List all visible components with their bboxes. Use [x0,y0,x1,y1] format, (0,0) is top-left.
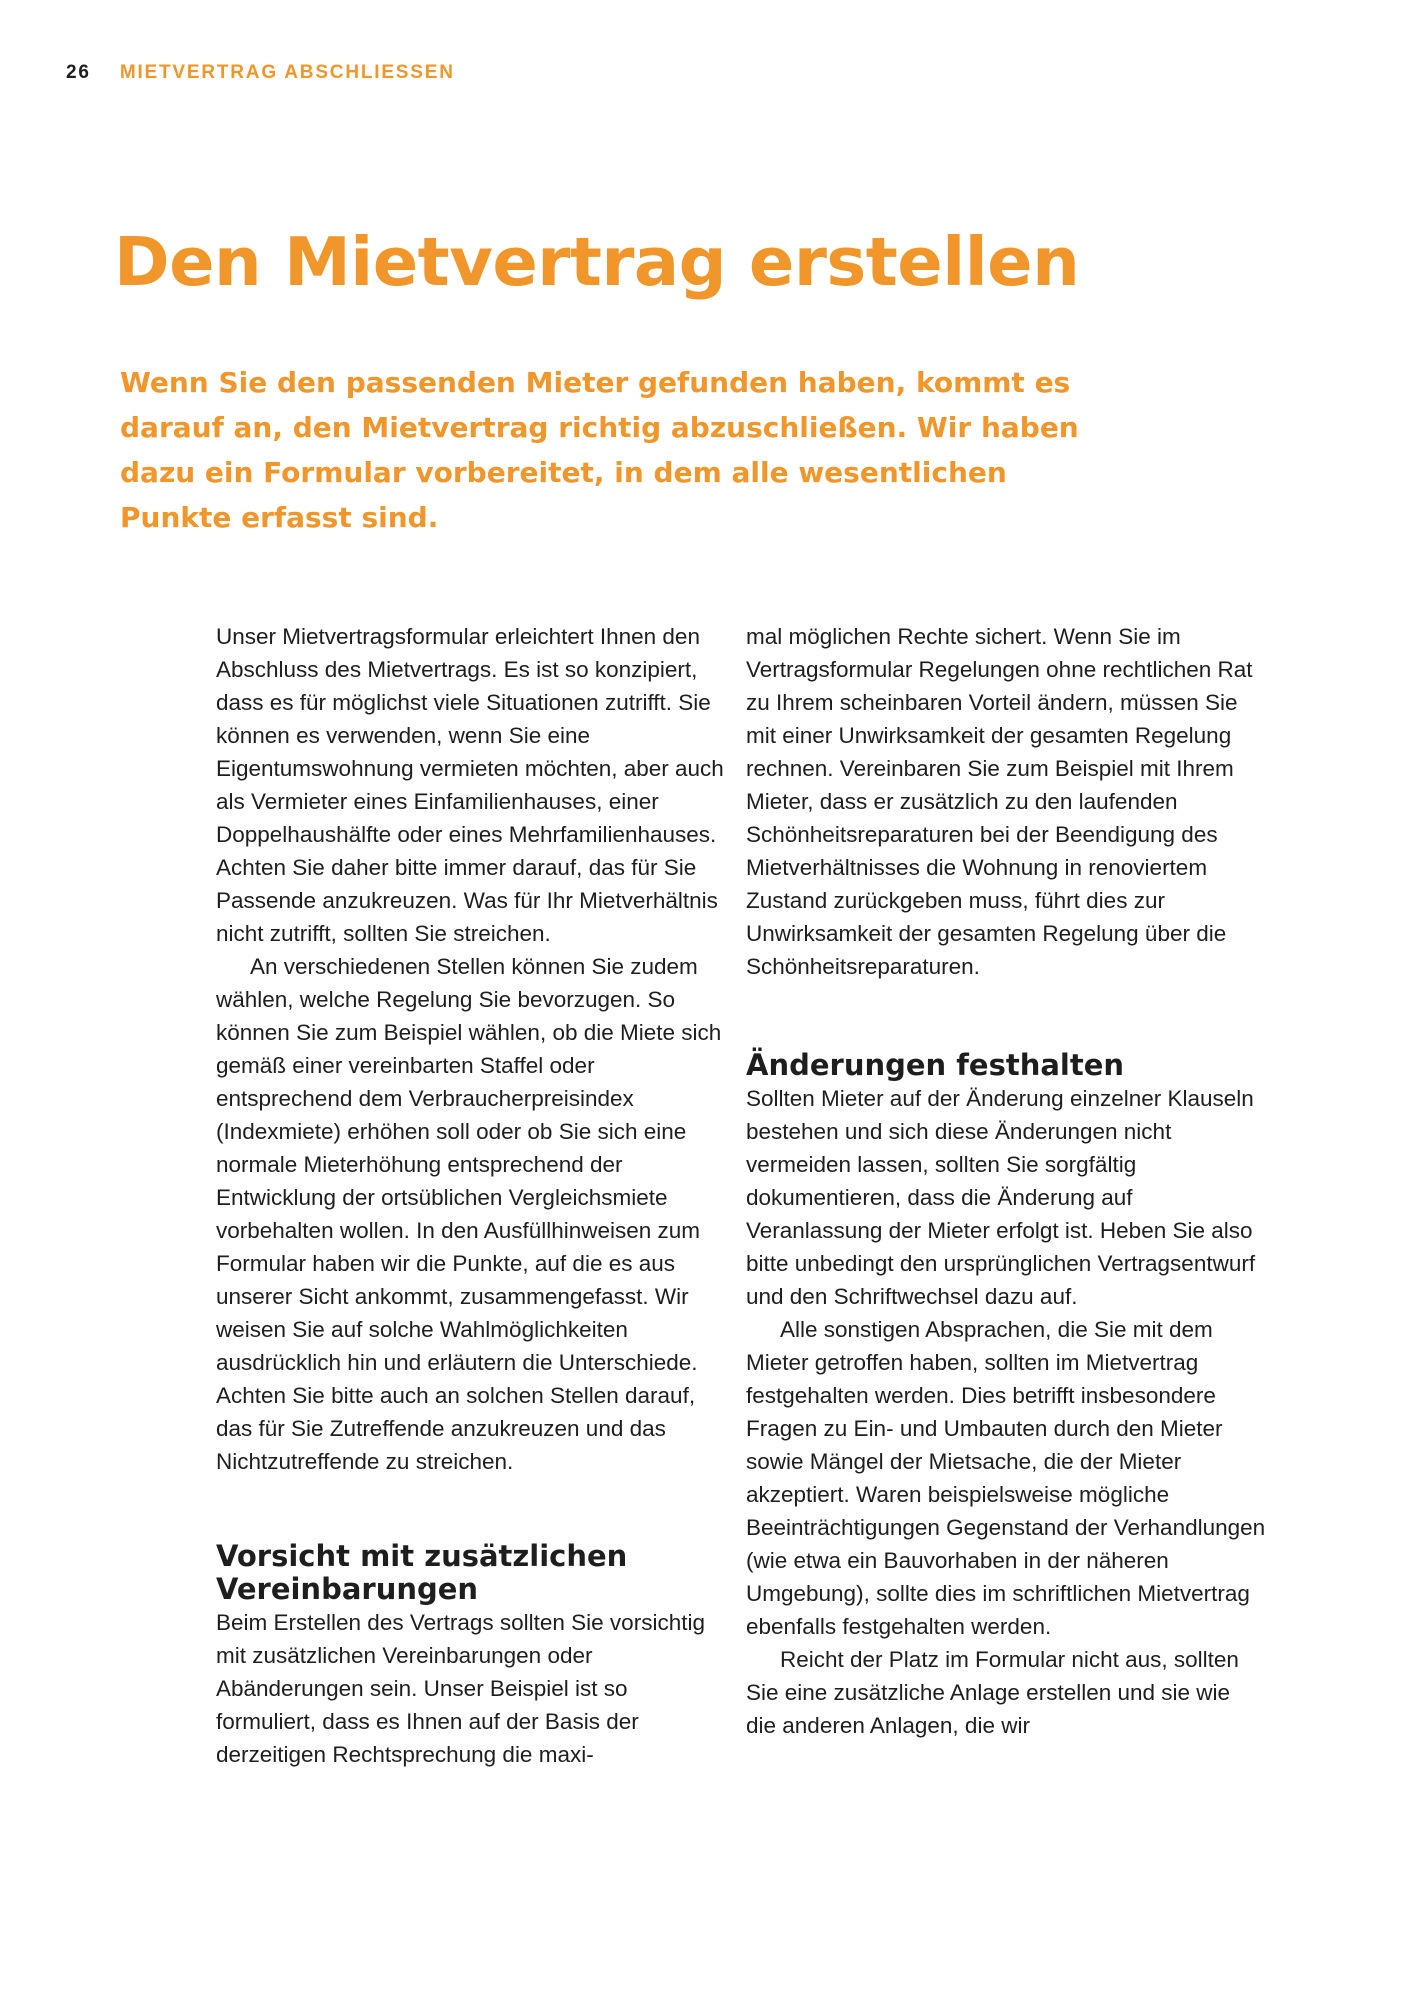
section-heading-record-changes: Änderungen festhalten [746,1048,1125,1082]
right-paragraph-2: Sollten Mieter auf der Änderung einzelner Klauseln bestehen und sich diese Änderungen nicht vermeiden lassen, sollten Sie sorgfältig dokumentieren, dass die Änderung auf Veranlassung der Mieter erfolgt ist. Heben Sie also bitte unbedingt den ursprünglichen Vertragsentwurf und den Schriftwechsel dazu auf. [746,1086,1256,1309]
right-paragraph-4: Reicht der Platz im Formular nicht aus, sollten Sie eine zusätzliche Anlage erstellen und sie wie die anderen Anlagen, die wir [746,1647,1239,1738]
left-paragraph-2: An verschiedenen Stellen können Sie zudem wählen, welche Regelung Sie bevorzugen. So können Sie zum Beispiel wählen, ob die Miete sich gemäß einer vereinbarten Staffel oder entsprechend dem Verbraucherpreisindex (Indexmiete) erhöhen soll oder ob Sie sich eine normale Mieterhöhung entsprechend der Entwicklung der ortsüblichen Vergleichsmiete vorbehalten wollen. In den Ausfüllhinweisen zum Formular haben wir die Punkte, auf die es aus unserer Sicht ankommt, zusammengefasst. Wir weisen Sie auf solche Wahlmöglichkeiten ausdrücklich hin und erläutern die Unterschiede. Achten Sie bitte auch an solchen Stellen darauf, das für Sie Zutreffende anzukreuzen und das Nichtzutreffende zu streichen. [216,954,722,1474]
right-column [746,620,1266,1742]
section-heading-additional-agreements: Vorsicht mit zusätzlichen Vereinbarungen [216,1539,628,1606]
page-header [66,62,455,88]
page-number: 26 [66,62,91,83]
left-column [216,620,731,1771]
left-paragraph-1: Unser Mietvertragsformular erleichtert Ihnen den Abschluss des Mietvertrags. Es ist so konzipiert, dass es für möglichst viele Situationen zutrifft. Sie können es verwenden, wenn Sie eine Eigentumswohnung vermieten möchten, aber auch als Vermieter eines Einfamilienhauses, einer Doppelhaushälfte oder eines Mehrfamilienhauses. Achten Sie daher bitte immer darauf, das für Sie Passende anzukreuzen. Was für Ihr Mietverhältnis nicht zutrifft, sollten Sie streichen. [216,624,724,946]
running-title: MIETVERTRAG ABSCHLIESSEN [119,62,455,83]
right-paragraph-1: mal möglichen Rechte sichert. Wenn Sie im Vertragsformular Regelungen ohne rechtlichen Rat zu Ihrem scheinbaren Vorteil ändern, müssen Sie mit einer Unwirksamkeit der gesamten Regelung rechnen. Vereinbaren Sie zum Beispiel mit Ihrem Mieter, dass er zusätzlich zu den laufenden Schönheitsreparaturen bei der Beendigung des Mietverhältnisses die Wohnung in renoviertem Zustand zurückgeben muss, führt dies zur Unwirksamkeit der gesamten Regelung über die Schönheitsreparaturen. [746,624,1253,979]
right-paragraph-3: Alle sonstigen Absprachen, die Sie mit dem Mieter getroffen haben, sollten im Mietvertrag festgehalten werden. Dies betrifft insbesondere Fragen zu Ein- und Umbauten durch den Mieter sowie Mängel der Mietsache, die der Mieter akzeptiert. Waren beispielsweise mögliche Beeinträchtigungen Gegenstand der Verhandlungen (wie etwa ein Bauvorhaben in der näheren Umgebung), sollte dies im schriftlichen Mietvertrag ebenfalls festgehalten werden. [746,1317,1266,1639]
lead-paragraph: Wenn Sie den passenden Mieter gefunden haben, kommt es darauf an, den Mietvertrag richtig abzuschließen. Wir haben dazu ein Formular vorbereitet, in dem alle wesentlichen Punkte erfasst sind. [120,366,1079,534]
page-title: Den Mietvertrag erstellen [114,223,1080,301]
left-paragraph-3: Beim Erstellen des Vertrags sollten Sie vorsichtig mit zusätzlichen Vereinbarungen oder Abänderungen sein. Unser Beispiel ist so formuliert, dass es Ihnen auf der Basis der derzeitigen Rechtsprechung die maxi- [216,1610,705,1767]
